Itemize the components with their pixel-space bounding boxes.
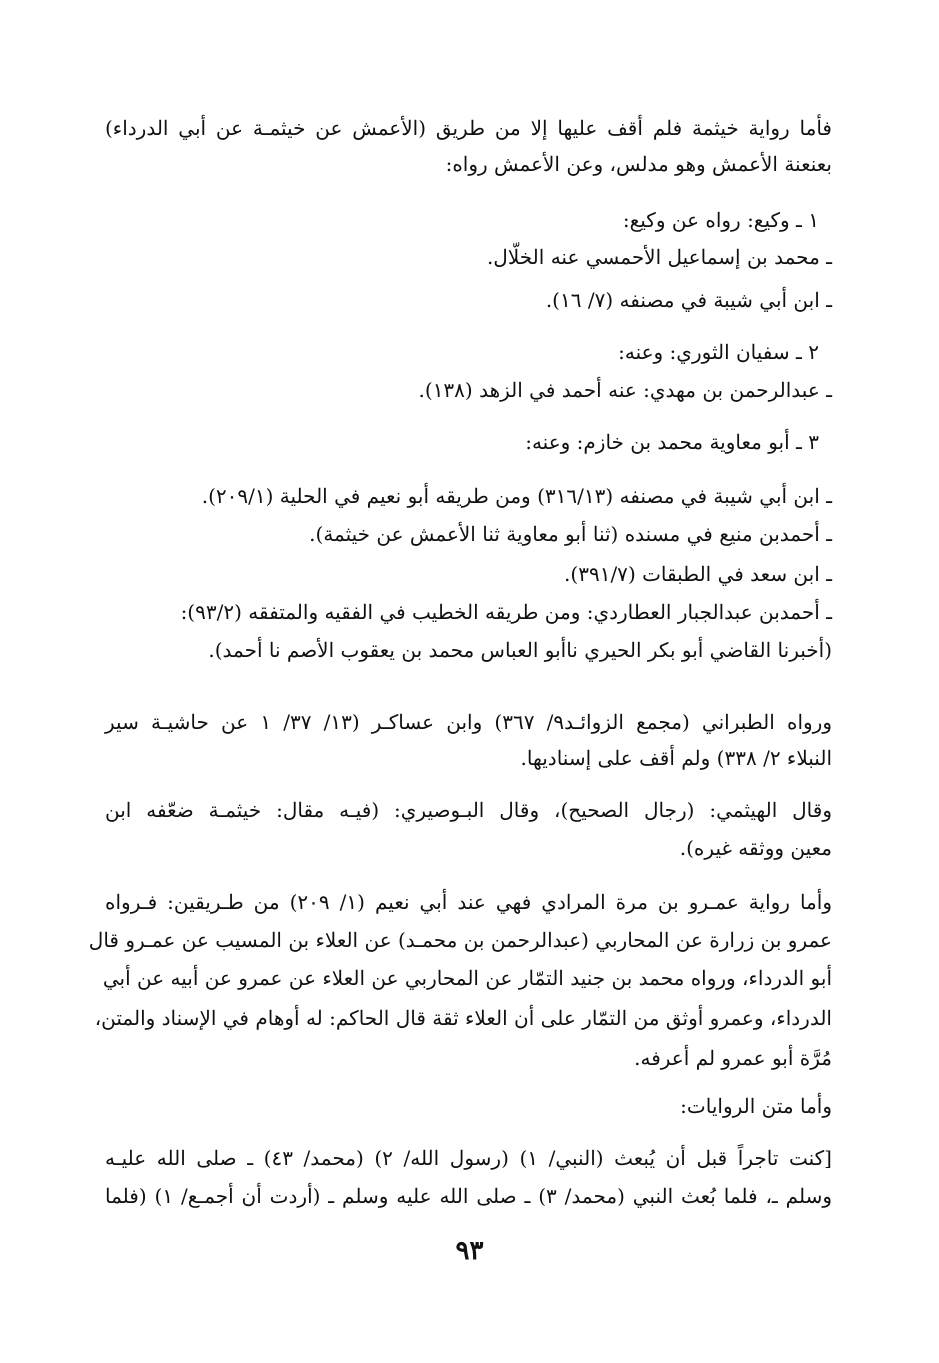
text-line: وأما متن الروايات:: [680, 1094, 832, 1118]
text-line: وأما رواية عمـرو بن مرة المرادي فهي عند أبي نعيم (١/ ٢٠٩) من طـريقين: فـرواه: [105, 890, 832, 914]
list-item: ـ أحمدبن عبدالجبار العطاردي: ومن طريقه الخطيب في الفقيه والمتفقه (٩٣/٢):: [180, 600, 832, 624]
list-item: ـ عبدالرحمن بن مهدي: عنه أحمد في الزهد (١٣٨).: [418, 378, 832, 402]
text-line: [كنت تاجراً قبل أن يُبعث (النبي/ ١) (رسول الله/ ٢) (محمد/ ٤٣) ـ صلى الله عليـه: [105, 1146, 832, 1170]
text-line: وسلم ـ، فلما بُعث النبي (محمد/ ٣) ـ صلى الله عليه وسلم ـ (أردت أن أجمـع/ ١) (فلما: [105, 1184, 832, 1208]
text-line: الدرداء، وعمرو أوثق من التمّار على أن العلاء ثقة قال الحاكم: له أوهام في الإسناد والمتن،: [94, 1006, 832, 1030]
text-line: أبو الدرداء، ورواه محمد بن جنيد التمّار عن المحاربي عن العلاء عن عمرو عن أبيه عن أبي: [102, 966, 832, 990]
list-item: ـ محمد بن إسماعيل الأحمسي عنه الخلّال.: [486, 245, 832, 269]
list-item: ـ ابن سعد في الطبقات (٣٩١/٧).: [564, 562, 832, 586]
text-line: معين ووثقه غيره).: [679, 836, 832, 860]
list-item: ـ أحمدبن منيع في مسنده (ثنا أبو معاوية ثنا الأعمش عن خيثمة).: [309, 522, 832, 546]
text-line: (أخبرنا القاضي أبو بكر الحيري ناأبو العباس محمد بن يعقوب الأصم نا أحمد).: [208, 638, 832, 662]
list-heading: ٢ ـ سفيان الثوري: وعنه:: [618, 340, 819, 364]
text-line: عمرو بن زرارة عن المحاربي (عبدالرحمن بن محمـد) عن العلاء بن المسيب عن عمـرو قال: [88, 928, 832, 952]
page-number: ٩٣: [455, 1236, 484, 1266]
text-line: مُرَّة أبو عمرو لم أعرفه.: [634, 1046, 832, 1070]
text-line: فأما رواية خيثمة فلم أقف عليها إلا من طريق (الأعمش عن خيثمـة عن أبي الدرداء): [105, 116, 832, 140]
text-line: بعنعنة الأعمش وهو مدلس، وعن الأعمش رواه:: [445, 152, 832, 176]
text-line: وقال الهيثمي: (رجال الصحيح)، وقال البـوصيري: (فيـه مقال: خيثمـة ضعّفه ابن: [105, 798, 832, 822]
list-item: ـ ابن أبي شيبة في مصنفه (٣١٦/١٣) ومن طريقه أبو نعيم في الحلية (٢٠٩/١).: [201, 484, 832, 508]
list-heading: ٣ ـ أبو معاوية محمد بن خازم: وعنه:: [525, 430, 819, 454]
list-heading: ١ ـ وكيع: رواه عن وكيع:: [622, 208, 819, 232]
list-item: ـ ابن أبي شيبة في مصنفه (٧/ ١٦).: [545, 288, 832, 312]
text-line: النبلاء ٢/ ٣٣٨) ولم أقف على إسناديها.: [520, 746, 832, 770]
text-line: ورواه الطبراني (مجمع الزوائـد٩/ ٣٦٧) وابن عساكـر (١٣/ ٣٧/ ١ عن حاشيـة سير: [105, 710, 832, 734]
